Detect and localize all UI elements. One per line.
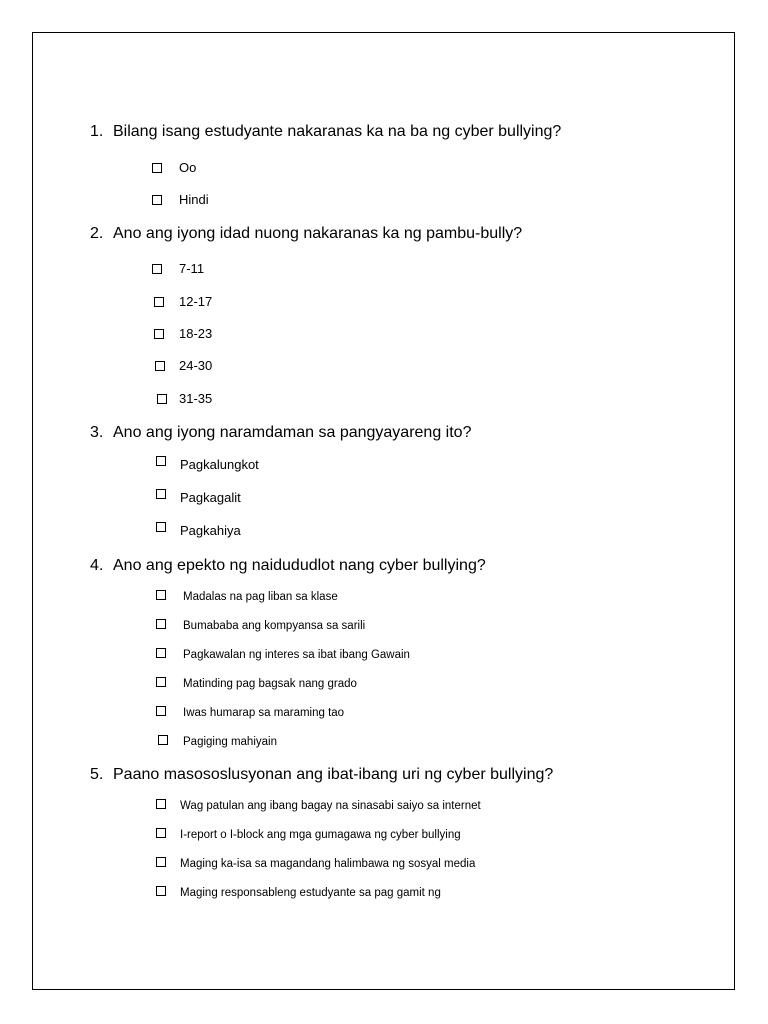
option-item[interactable] [156, 887, 441, 899]
option-item[interactable] [156, 707, 344, 719]
checkbox[interactable] [156, 857, 166, 867]
option-item[interactable] [156, 800, 481, 812]
option-item[interactable] [156, 457, 259, 472]
question-number: 5. [90, 766, 104, 783]
question-3 [90, 424, 471, 442]
checkbox[interactable] [156, 799, 166, 809]
checkbox[interactable] [156, 522, 166, 532]
option-label: Pagkagalit [180, 490, 241, 505]
option-item[interactable] [156, 523, 241, 538]
option-label: Matinding pag bagsak nang grado [183, 678, 357, 690]
option-label: I-report o I-block ang mga gumagawa ng cyber bullying [180, 829, 461, 841]
question-text: Ano ang iyong naramdaman sa pangyayareng ito? [113, 424, 472, 441]
checkbox[interactable] [156, 886, 166, 896]
checkbox[interactable] [156, 619, 166, 629]
question-text: Bilang isang estudyante nakaranas ka na ba ng cyber bullying? [113, 123, 562, 140]
option-label: Wag patulan ang ibang bagay na sinasabi saiyo sa internet [180, 800, 481, 812]
option-label: Maging ka-isa sa magandang halimbawa ng sosyal media [180, 858, 476, 870]
option-label: 31-35 [179, 391, 213, 406]
checkbox[interactable] [155, 361, 165, 371]
option-item[interactable] [155, 358, 212, 373]
question-number: 1. [90, 123, 104, 140]
option-label: 12-17 [179, 294, 213, 309]
checkbox[interactable] [158, 735, 168, 745]
checkbox[interactable] [152, 163, 162, 173]
option-label: Oo [179, 160, 197, 175]
question-1 [90, 123, 561, 141]
option-item[interactable] [156, 591, 338, 603]
checkbox[interactable] [156, 706, 166, 716]
option-item[interactable] [156, 678, 357, 690]
checkbox[interactable] [154, 297, 164, 307]
question-2 [90, 225, 522, 243]
question-5 [90, 766, 553, 784]
option-item[interactable] [152, 261, 204, 276]
question-text: Ano ang epekto ng naidududlot nang cyber bullying? [113, 557, 486, 574]
option-item[interactable] [156, 490, 241, 505]
question-number: 2. [90, 225, 104, 242]
option-label: 18-23 [179, 326, 213, 341]
option-label: Iwas humarap sa maraming tao [183, 707, 345, 719]
checkbox[interactable] [156, 456, 166, 466]
option-label: Pagiging mahiyain [183, 736, 277, 748]
option-item[interactable] [156, 858, 475, 870]
option-item[interactable] [157, 391, 212, 406]
checkbox[interactable] [157, 394, 167, 404]
option-label: Bumababa ang kompyansa sa sarili [183, 620, 366, 632]
option-label: Pagkawalan ng interes sa ibat ibang Gawain [183, 649, 410, 661]
checkbox[interactable] [154, 329, 164, 339]
checkbox[interactable] [152, 195, 162, 205]
option-label: 7-11 [179, 261, 205, 276]
checkbox[interactable] [156, 828, 166, 838]
option-item[interactable] [152, 192, 209, 207]
option-item[interactable] [154, 294, 212, 309]
option-item[interactable] [152, 160, 196, 175]
document-page [32, 32, 735, 990]
option-item[interactable] [154, 326, 212, 341]
checkbox[interactable] [156, 677, 166, 687]
option-item[interactable] [156, 649, 410, 661]
question-number: 3. [90, 424, 104, 441]
question-4 [90, 557, 486, 575]
option-label: Hindi [179, 192, 209, 207]
question-number: 4. [90, 557, 104, 574]
checkbox[interactable] [156, 648, 166, 658]
question-text: Paano masososlusyonan ang ibat-ibang uri ng cyber bullying? [113, 766, 554, 783]
option-label: Pagkalungkot [180, 457, 259, 472]
checkbox[interactable] [152, 264, 162, 274]
option-label: Madalas na pag liban sa klase [183, 591, 338, 603]
question-text: Ano ang iyong idad nuong nakaranas ka ng pambu-bully? [113, 225, 523, 242]
option-item[interactable] [158, 736, 277, 748]
option-label: 24-30 [179, 358, 213, 373]
option-label: Pagkahiya [180, 523, 241, 538]
option-item[interactable] [156, 829, 461, 841]
checkbox[interactable] [156, 489, 166, 499]
option-label: Maging responsableng estudyante sa pag gamit ng [180, 887, 441, 899]
option-item[interactable] [156, 620, 365, 632]
checkbox[interactable] [156, 590, 166, 600]
